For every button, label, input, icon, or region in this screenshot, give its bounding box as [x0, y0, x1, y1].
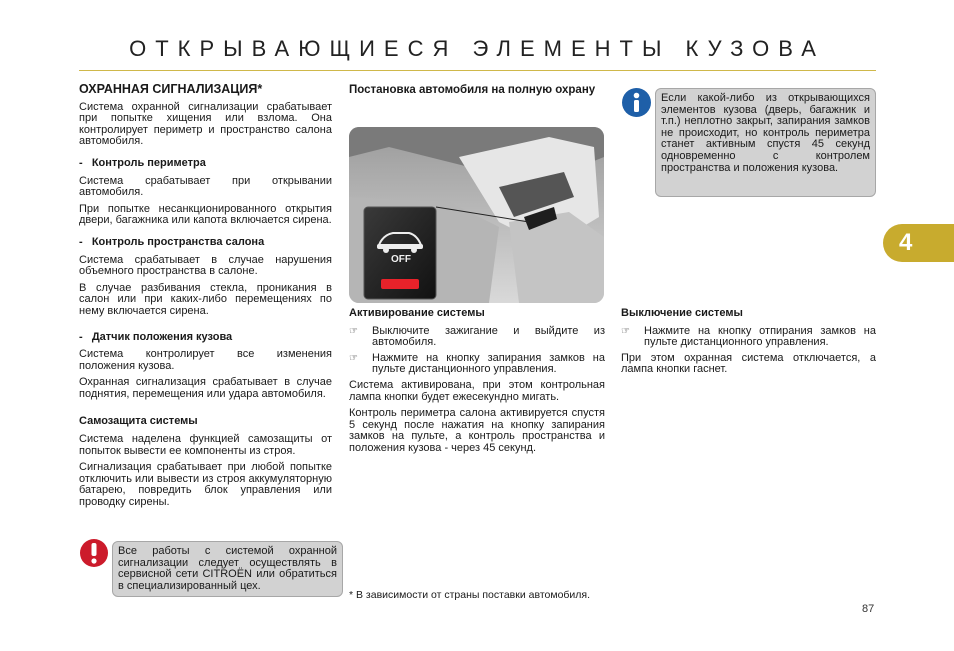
deactivation-section: [621, 308, 876, 381]
left-column: [79, 84, 332, 514]
dashboard-photo: [349, 127, 604, 303]
page-title: ОТКРЫВАЮЩИЕСЯ ЭЛЕМЕНТЫ КУЗОВА: [129, 36, 825, 61]
full-protection-heading: Постановка автомобиля на полную охрану: [349, 84, 596, 96]
tilt-text-2: Охранная сигнализация срабатывает в случае поднятия, перемещения или удара автомобиля.: [79, 376, 332, 400]
chapter-tab: 4: [883, 224, 954, 262]
dash-marker: -: [79, 330, 92, 343]
tilt-title: - Датчик положения кузова: [79, 330, 233, 343]
middle-column: [349, 84, 605, 103]
selfprotection-text-2: Сигнализация срабатывает при любой попытке отключить или вывести из строя аккумуляторную батарею, повредить блок управления или проводку сирены.: [79, 461, 332, 509]
activation-title: Активирование системы: [349, 307, 485, 319]
perimeter-text-1: Система срабатывает при открывании автомобиля.: [79, 174, 332, 199]
warning-note: Все работы с системой охранной сигнализации следует осуществлять в сервисной сети CITROËN или обратиться в специализированный цех.: [112, 541, 343, 597]
alarm-heading: ОХРАННАЯ СИГНАЛИЗАЦИЯ*: [79, 82, 263, 96]
list-item: ☞ Нажмите на кнопку запирания замков на пульте дистанционного управления.: [349, 351, 605, 376]
list-item: ☞ Нажмите на кнопку отпирания замков на пульте дистанционного управления.: [621, 324, 876, 349]
cabin-title: - Контроль пространства салона: [79, 235, 265, 248]
dash-marker: -: [79, 156, 92, 169]
list-item: ☞ Выключите зажигание и выйдите из автомобиля.: [349, 324, 605, 349]
perimeter-title: - Контроль периметра: [79, 156, 206, 169]
activation-text-2: Контроль периметра салона активируется спустя 5 секунд после нажатия на кнопку запирания замков на пульте, а контроль пространства и положения кузова - через 45 секунд.: [349, 407, 605, 454]
info-icon: [621, 87, 652, 118]
header-rule: [79, 70, 876, 71]
warning-icon: [79, 538, 109, 568]
cabin-text-1: Система срабатывает в случае нарушения объемного пространства в салоне.: [79, 253, 332, 278]
selfprotection-title: Самозащита системы: [79, 415, 198, 428]
pointing-hand-icon: ☞: [349, 352, 358, 364]
tilt-text-1: Система контролирует все изменения положения кузова.: [79, 348, 332, 372]
dash-marker: -: [79, 235, 92, 248]
deactivation-title: Выключение системы: [621, 307, 743, 319]
page-number: 87: [862, 603, 875, 615]
activation-section: [349, 308, 605, 460]
alarm-intro: Система охранной сигнализации срабатывает при попытке хищения или взлома. Она контролирует периметр и пространство салона автомобиля.: [79, 100, 332, 148]
activation-text-1: Система активирована, при этом контрольная лампа кнопки будет ежесекундно мигать.: [349, 378, 605, 403]
footnote: * В зависимости от страны поставки автомобиля.: [349, 589, 591, 601]
pointing-hand-icon: ☞: [349, 325, 358, 337]
selfprotection-text-1: Система наделена функцией самозащиты от попыток вывести ее компоненты из строя.: [79, 433, 332, 457]
perimeter-text-2: При попытке несанкционированного открытия двери, багажника или капота включается сирена.: [79, 202, 332, 227]
pointing-hand-icon: ☞: [621, 325, 630, 337]
info-note: Если какой-либо из открывающихся элементов кузова (дверь, багажник и т.п.) неплотно закрыт, запирания замков не происходит, но контроль периметра станет активным спустя 45 секунд одновременно с контролем пространства и положения кузова.: [655, 88, 876, 197]
alarm-off-label: OFF: [391, 254, 411, 265]
cabin-text-2: В случае разбивания стекла, проникания в салон или при каких-либо перемещениях по нему включается сирена.: [79, 281, 332, 317]
deactivation-text: При этом охранная система отключается, а лампа кнопки гаснет.: [621, 351, 876, 376]
